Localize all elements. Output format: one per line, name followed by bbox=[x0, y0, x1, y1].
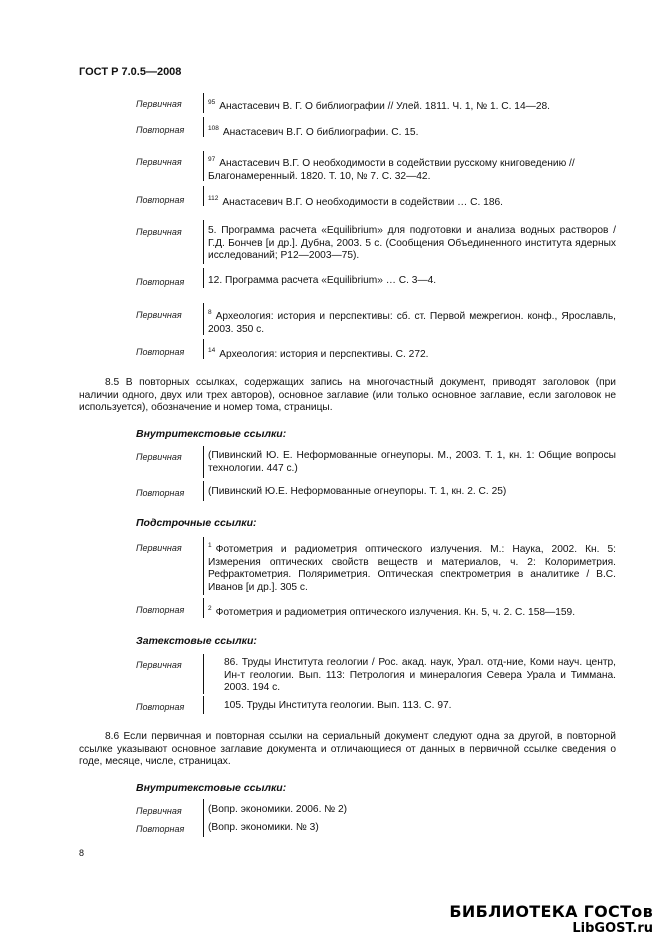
label-primary: Первичная bbox=[136, 227, 182, 237]
divider-line bbox=[203, 303, 204, 335]
reference-text: Анастасевич В. Г. О библиографии // Улей. 1811. Ч. 1, № 1. С. 14—28. bbox=[219, 101, 550, 112]
reference-repeat-3: 12. Программа расчета «Equilibrium» … С. 3—4. bbox=[208, 275, 437, 286]
footnote-number: 1 bbox=[208, 542, 212, 549]
reference-primary-1 bbox=[208, 97, 616, 114]
footnote-number: 2 bbox=[208, 605, 212, 612]
divider-line bbox=[203, 220, 204, 264]
divider-line bbox=[203, 93, 204, 113]
label-repeat: Повторная bbox=[136, 195, 185, 205]
reference-repeat-intext: (Пивинский Ю.Е. Неформованные огнеупоры. Т. 1, кн. 2. С. 25) bbox=[208, 486, 507, 497]
document-header: ГОСТ Р 7.0.5—2008 bbox=[79, 66, 182, 78]
reference-repeat-4 bbox=[208, 345, 616, 362]
label-primary: Первичная bbox=[136, 806, 182, 816]
divider-line bbox=[203, 598, 204, 618]
reference-primary-serial: (Вопр. экономики. 2006. № 2) bbox=[208, 804, 348, 815]
reference-text: Анастасевич В.Г. О библиографии. С. 15. bbox=[222, 127, 419, 138]
divider-line bbox=[203, 537, 204, 595]
reference-primary-endnote: 86. Труды Института геологии / Рос. акад. наук, Урал. отд-ние, Коми науч. центр, Ин-т геологии. Вып. 113: Петрология и минералогия Севера Урала и Тиммана. 2003. 194 с. bbox=[224, 657, 616, 693]
reference-primary-2 bbox=[208, 154, 616, 183]
label-repeat: Повторная bbox=[136, 277, 185, 287]
divider-line bbox=[203, 186, 204, 206]
reference-text: Археология: история и перспективы: сб. ст. Первой межрегион. конф., Ярославль, 2003. 350 с. bbox=[208, 311, 616, 335]
divider-line bbox=[203, 117, 204, 137]
divider-line bbox=[203, 446, 204, 478]
label-primary: Первичная bbox=[136, 157, 182, 167]
label-primary: Первичная bbox=[136, 543, 182, 553]
footnote-number: 97 bbox=[208, 156, 216, 163]
label-repeat: Повторная bbox=[136, 702, 185, 712]
reference-text: Археология: история и перспективы. С. 272. bbox=[219, 349, 429, 360]
footnote-number: 112 bbox=[208, 195, 219, 202]
divider-line bbox=[203, 151, 204, 181]
reference-text: Фотометрия и радиометрия оптического излучения. М.: Наука, 2002. Кн. 5: Измерения оптических свойств веществ и материалов, ч. 2: Колориметрия. Рефрактометрия. Поляриметрия. Оптическая спектрометрия в аналитике / В.С. Иванов [и др.]. 305 с. bbox=[208, 544, 616, 593]
divider-line bbox=[203, 339, 204, 359]
label-primary: Первичная bbox=[136, 310, 182, 320]
paragraph-8-5: 8.5 В повторных ссылках, содержащих запись на многочастный документ, приводят заголовок (при наличии одного, двух или трех авторов), основное заглавие (или только основное заглавие, если заголовок не используется), обозначение и номер тома, страницы. bbox=[79, 377, 616, 413]
page-number: 8 bbox=[79, 848, 85, 858]
subheading-intext-references-2: Внутритекстовые ссылки: bbox=[136, 782, 287, 794]
footnote-number: 95 bbox=[208, 99, 216, 106]
reference-primary-footnote bbox=[208, 540, 616, 594]
label-primary: Первичная bbox=[136, 660, 182, 670]
label-repeat: Повторная bbox=[136, 488, 185, 498]
divider-line bbox=[203, 481, 204, 501]
label-repeat: Повторная bbox=[136, 125, 185, 135]
reference-primary-intext: (Пивинский Ю. Е. Неформованные огнеупоры. М., 2003. Т. 1, кн. 1: Общие вопросы технологии. 447 с.) bbox=[208, 450, 616, 474]
divider-line bbox=[203, 696, 204, 714]
footnote-number: 8 bbox=[208, 309, 212, 316]
divider-line bbox=[203, 654, 204, 694]
label-primary: Первичная bbox=[136, 452, 182, 462]
subheading-intext-references: Внутритекстовые ссылки: bbox=[136, 428, 287, 440]
watermark-url: LibGOST.ru bbox=[572, 921, 653, 936]
library-watermark bbox=[449, 902, 653, 936]
reference-text: Анастасевич В.Г. О необходимости в содействии русскому книговедению // Благонамеренный. 1820. Т. 10, № 7. С. 32—42. bbox=[208, 158, 575, 182]
label-repeat: Повторная bbox=[136, 347, 185, 357]
reference-repeat-1 bbox=[208, 123, 616, 140]
reference-repeat-2 bbox=[208, 193, 616, 210]
label-repeat: Повторная bbox=[136, 824, 185, 834]
label-repeat: Повторная bbox=[136, 605, 185, 615]
watermark-title: БИБЛИОТЕКА ГОСТов bbox=[449, 902, 653, 921]
label-primary: Первичная bbox=[136, 99, 182, 109]
reference-primary-4 bbox=[208, 307, 616, 336]
paragraph-8-6: 8.6 Если первичная и повторная ссылки на сериальный документ следуют одна за другой, в повторной ссылке указывают основное заглавие документа и отличающиеся от данных в первичной ссылке сведения о годе, месяце, числе, страницах. bbox=[79, 731, 616, 767]
footnote-number: 108 bbox=[208, 125, 219, 132]
reference-primary-3: 5. Программа расчета «Equilibrium» для подготовки и анализа водных растворов / Г.Д. Бончев [и др.]. Дубна, 2003. 5 с. (Сообщения Объединенного института ядерных исследований; Р12—2003—75). bbox=[208, 225, 616, 261]
subheading-endnote-references: Затекстовые ссылки: bbox=[136, 635, 257, 647]
divider-line bbox=[203, 799, 204, 837]
reference-text: Фотометрия и радиометрия оптического излучения. Кн. 5, ч. 2. С. 158—159. bbox=[215, 607, 576, 618]
reference-text: Анастасевич В.Г. О необходимости в содействии … С. 186. bbox=[222, 197, 503, 208]
footnote-number: 14 bbox=[208, 347, 216, 354]
reference-repeat-endnote: 105. Труды Института геологии. Вып. 113. С. 97. bbox=[224, 700, 452, 711]
divider-line bbox=[203, 268, 204, 288]
reference-repeat-footnote bbox=[208, 603, 616, 620]
reference-repeat-serial: (Вопр. экономики. № 3) bbox=[208, 822, 319, 833]
subheading-footnote-references: Подстрочные ссылки: bbox=[136, 517, 257, 529]
